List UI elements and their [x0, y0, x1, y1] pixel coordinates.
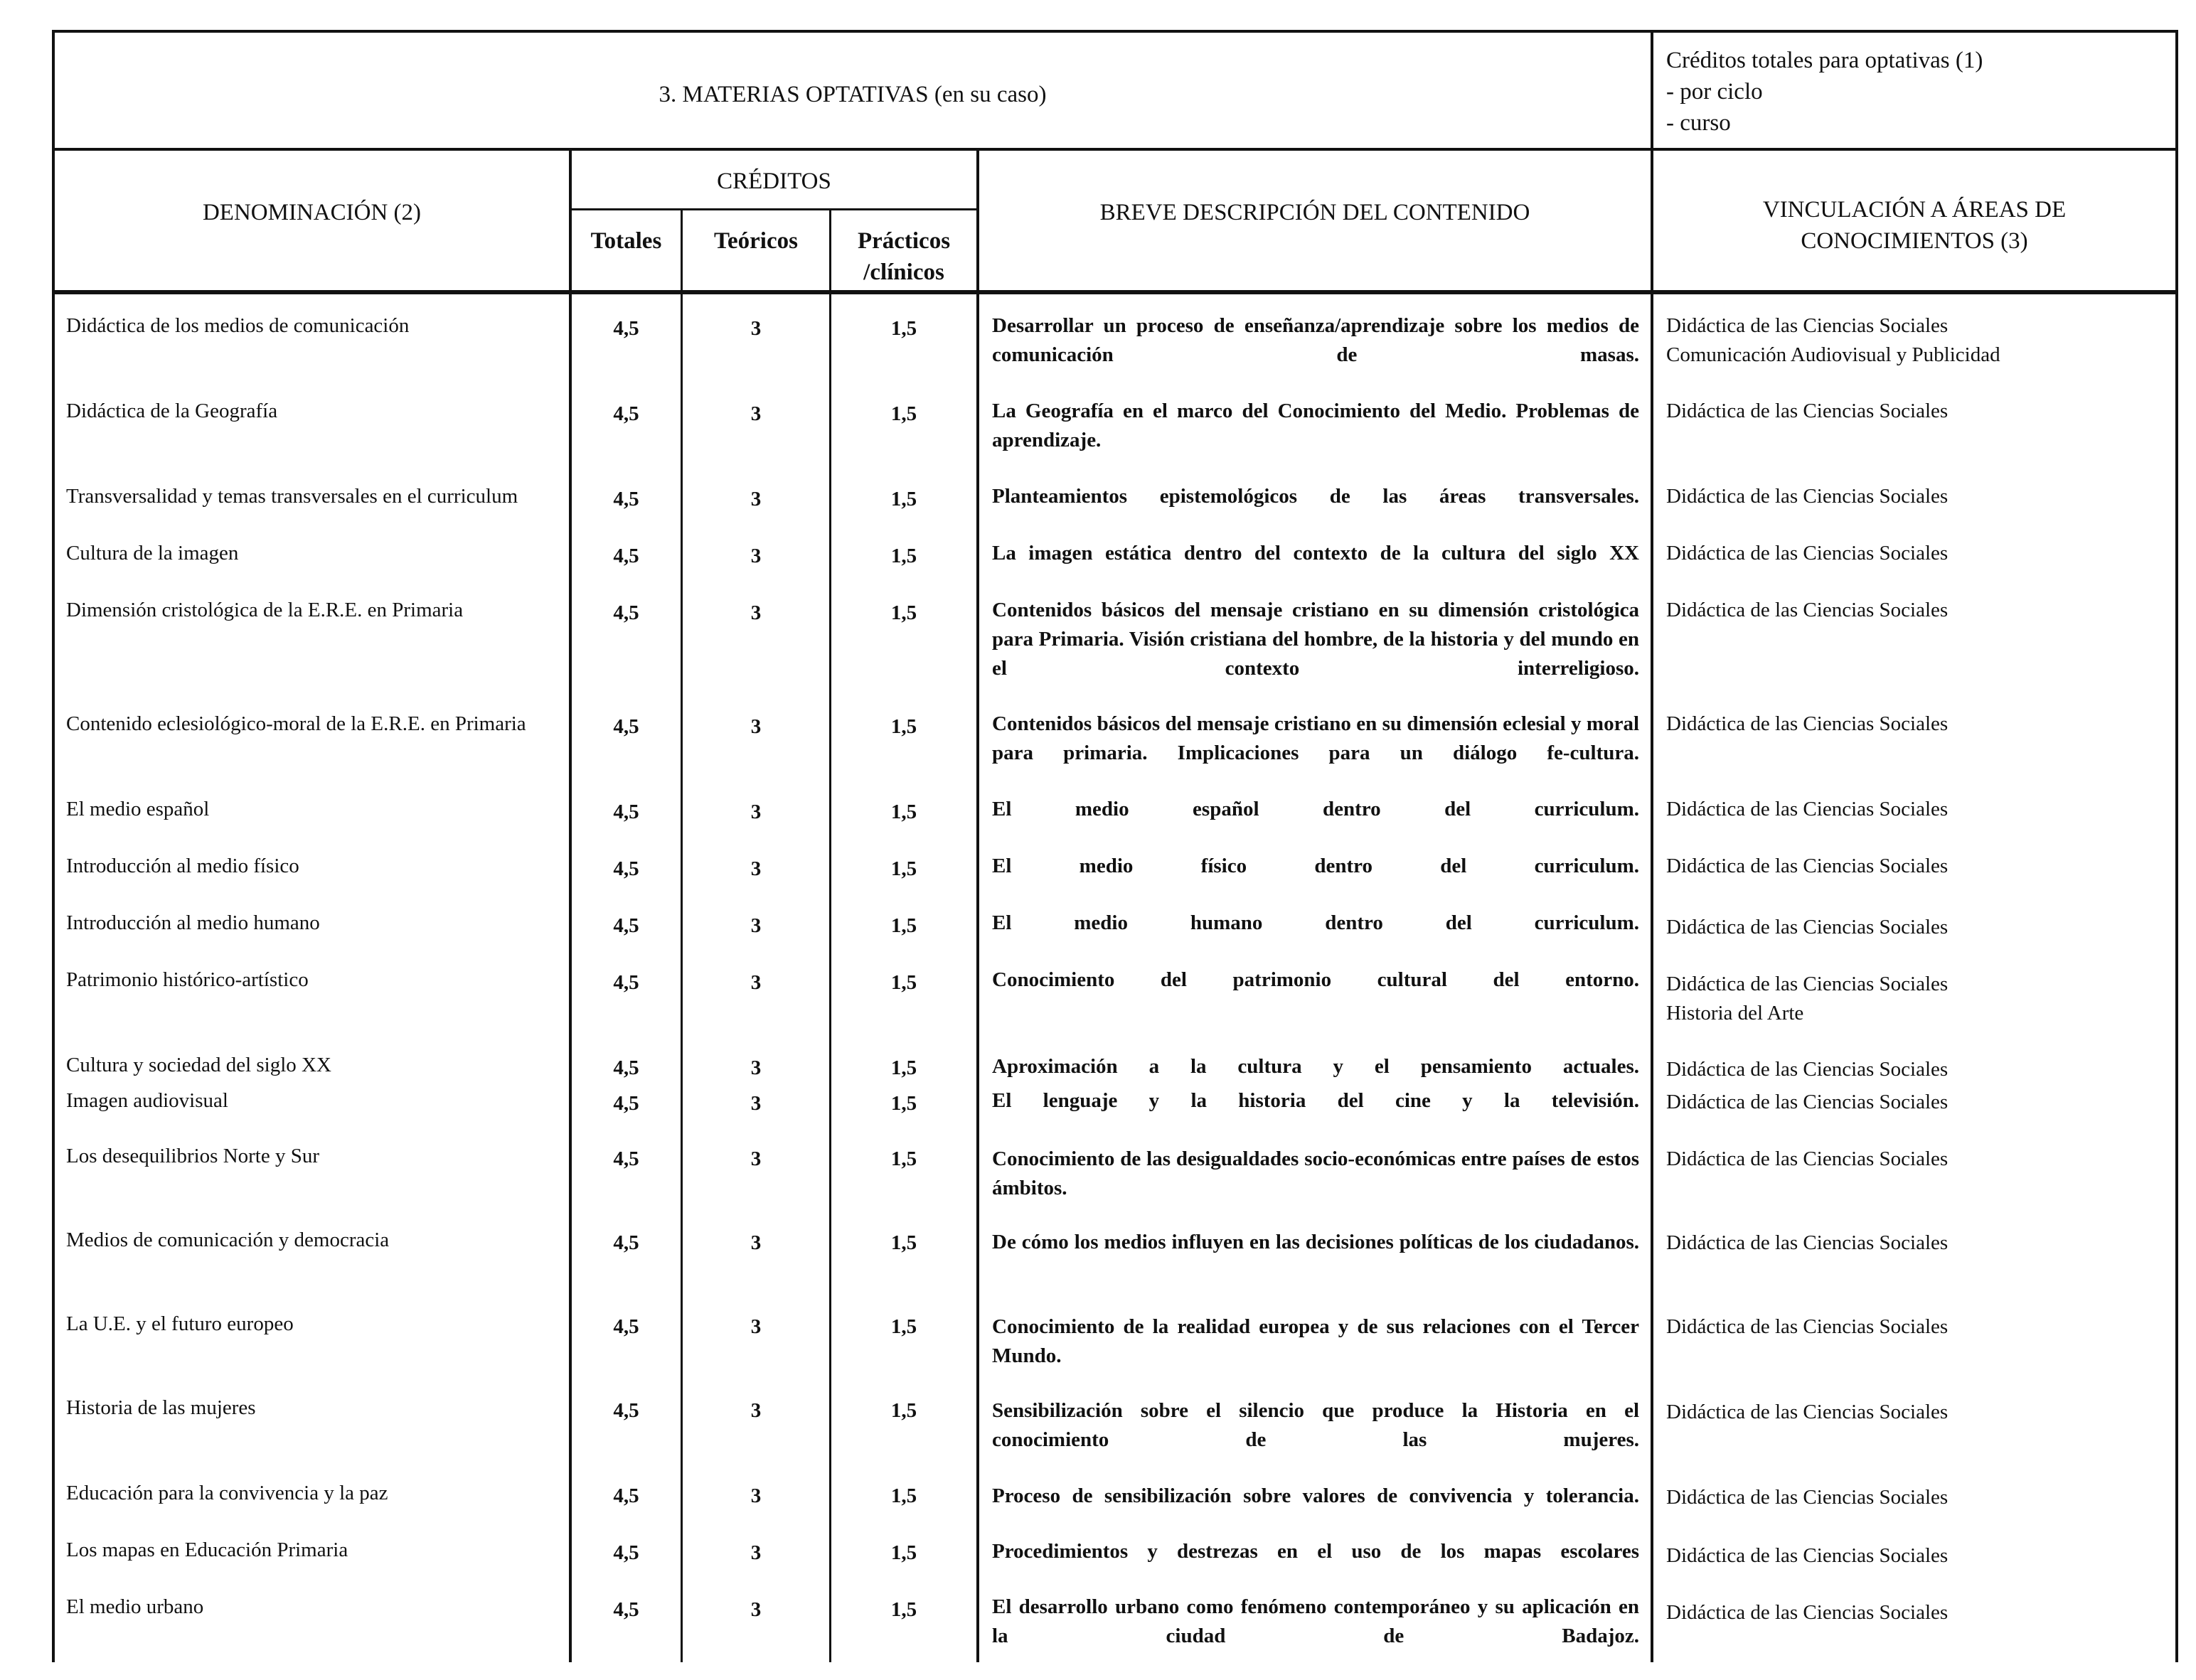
row-5-totales: 4,5 — [613, 601, 639, 624]
row-6-area: Didáctica de las Ciencias Sociales — [1666, 712, 1949, 735]
row-13-descripcion: Conocimiento de las desigualdades socio-económicas entre países de estos ámbitos. — [992, 1147, 1639, 1199]
row-11-area: Didáctica de las Ciencias Sociales — [1666, 1058, 1949, 1081]
col-divider-denominacion — [569, 148, 572, 1662]
row-6-practicos: 1,5 — [890, 715, 917, 738]
row-8-practicos: 1,5 — [890, 857, 917, 880]
row-19-descripcion: El desarrollo urbano como fenómeno contemporáneo y su aplicación en la ciudad de Badajoz. — [992, 1595, 1639, 1647]
header-denominacion: DENOMINACIÓN (2) — [202, 200, 422, 225]
row-19-teoricos: 3 — [750, 1598, 762, 1621]
table-right-border — [2175, 30, 2178, 1662]
row-8-teoricos: 3 — [750, 857, 762, 880]
column-header-bottom-border — [52, 290, 2178, 294]
row-5-descripcion: Contenidos básicos del mensaje cristiano en su dimensión cristológica para Primaria. Visión cristiana del hombre, de la historia y del mundo en el contexto interreligioso. — [992, 599, 1639, 680]
row-10-area: Didáctica de las Ciencias Sociales — [1666, 973, 1949, 995]
row-11-descripcion: Aproximación a la cultura y el pensamiento actuales. — [992, 1055, 1639, 1078]
row-17-denominacion: Educación para la convivencia y la paz — [66, 1482, 388, 1504]
row-19-denominacion: El medio urbano — [66, 1595, 204, 1618]
row-17-descripcion: Proceso de sensibilización sobre valores de convivencia y tolerancia. — [992, 1484, 1639, 1507]
row-10-teoricos: 3 — [750, 971, 762, 994]
row-11-denominacion: Cultura y sociedad del siglo XX — [66, 1054, 331, 1076]
row-19-area: Didáctica de las Ciencias Sociales — [1666, 1601, 1949, 1624]
row-2-teoricos: 3 — [750, 402, 762, 425]
row-10-denominacion: Patrimonio histórico-artístico — [66, 968, 309, 991]
row-3-descripcion: Planteamientos epistemológicos de las áreas transversales. — [992, 485, 1639, 508]
row-12-denominacion: Imagen audiovisual — [66, 1089, 228, 1112]
row-6-teoricos: 3 — [750, 715, 762, 738]
row-4-area: Didáctica de las Ciencias Sociales — [1666, 542, 1949, 565]
row-15-totales: 4,5 — [613, 1315, 639, 1338]
row-18-denominacion: Los mapas en Educación Primaria — [66, 1539, 348, 1561]
row-16-teoricos: 3 — [750, 1399, 762, 1422]
row-16-denominacion: Historia de las mujeres — [66, 1396, 256, 1419]
creditos-totales-curso: - curso — [1666, 110, 1731, 136]
row-6-descripcion: Contenidos básicos del mensaje cristiano en su dimensión eclesial y moral para primaria. Implicaciones para un diálogo fe-cultura. — [992, 712, 1639, 764]
section-title: 3. MATERIAS OPTATIVAS (en su caso) — [659, 82, 1047, 107]
row-11-teoricos: 3 — [750, 1056, 762, 1079]
header-teoricos: Teóricos — [714, 228, 798, 254]
row-1-area: Didáctica de las Ciencias Sociales — [1666, 314, 1949, 337]
row-3-area: Didáctica de las Ciencias Sociales — [1666, 485, 1949, 508]
row-12-totales: 4,5 — [613, 1092, 639, 1115]
creditos-totales-ciclo: - por ciclo — [1666, 79, 1763, 105]
row-7-teoricos: 3 — [750, 801, 762, 823]
row-17-totales: 4,5 — [613, 1484, 639, 1507]
row-14-descripcion: De cómo los medios influyen en las decisiones políticas de los ciudadanos. — [992, 1231, 1639, 1253]
row-7-denominacion: El medio español — [66, 798, 210, 820]
row-7-descripcion: El medio español dentro del curriculum. — [992, 798, 1639, 820]
header-divider — [52, 148, 2178, 151]
row-16-area: Didáctica de las Ciencias Sociales — [1666, 1401, 1949, 1423]
row-19-totales: 4,5 — [613, 1598, 639, 1621]
row-7-practicos: 1,5 — [890, 801, 917, 823]
header-clinicos: /clínicos — [863, 260, 944, 285]
row-1-teoricos: 3 — [750, 317, 762, 340]
row-4-descripcion: La imagen estática dentro del contexto de la cultura del siglo XX — [992, 542, 1639, 565]
row-11-totales: 4,5 — [613, 1056, 639, 1079]
row-17-teoricos: 3 — [750, 1484, 762, 1507]
row-2-practicos: 1,5 — [890, 402, 917, 425]
header-vinculacion-line2: CONOCIMIENTOS (3) — [1801, 228, 2028, 254]
row-18-area: Didáctica de las Ciencias Sociales — [1666, 1544, 1949, 1567]
header-vinculacion-line1: VINCULACIÓN A ÁREAS DE — [1762, 197, 2067, 223]
row-5-teoricos: 3 — [750, 601, 762, 624]
row-12-descripcion: El lenguaje y la historia del cine y la televisión. — [992, 1089, 1639, 1112]
header-creditos: CRÉDITOS — [717, 168, 831, 194]
row-12-area: Didáctica de las Ciencias Sociales — [1666, 1091, 1949, 1113]
row-16-practicos: 1,5 — [890, 1399, 917, 1422]
creditos-totales-title: Créditos totales para optativas (1) — [1666, 48, 1983, 73]
row-18-practicos: 1,5 — [890, 1541, 917, 1564]
row-13-practicos: 1,5 — [890, 1147, 917, 1170]
row-5-practicos: 1,5 — [890, 601, 917, 624]
header-descripcion: BREVE DESCRIPCIÓN DEL CONTENIDO — [1099, 200, 1530, 225]
col-divider-creditos — [976, 148, 979, 1662]
row-15-denominacion: La U.E. y el futuro europeo — [66, 1312, 294, 1335]
row-15-area: Didáctica de las Ciencias Sociales — [1666, 1315, 1949, 1338]
row-3-teoricos: 3 — [750, 488, 762, 510]
row-2-denominacion: Didáctica de la Geografía — [66, 400, 278, 422]
row-17-practicos: 1,5 — [890, 1484, 917, 1507]
row-1-area-2: Comunicación Audiovisual y Publicidad — [1666, 343, 2000, 366]
row-12-teoricos: 3 — [750, 1092, 762, 1115]
row-2-area: Didáctica de las Ciencias Sociales — [1666, 400, 1949, 422]
row-5-denominacion: Dimensión cristológica de la E.R.E. en Primaria — [66, 599, 464, 621]
row-14-denominacion: Medios de comunicación y democracia — [66, 1229, 390, 1251]
row-3-practicos: 1,5 — [890, 488, 917, 510]
row-7-totales: 4,5 — [613, 801, 639, 823]
row-14-teoricos: 3 — [750, 1231, 762, 1254]
row-9-totales: 4,5 — [613, 914, 639, 937]
header-totales: Totales — [590, 228, 662, 254]
row-18-teoricos: 3 — [750, 1541, 762, 1564]
row-14-totales: 4,5 — [613, 1231, 639, 1254]
row-4-denominacion: Cultura de la imagen — [66, 542, 239, 565]
row-9-descripcion: El medio humano dentro del curriculum. — [992, 911, 1639, 934]
row-16-descripcion: Sensibilización sobre el silencio que produce la Historia en el conocimiento de las mujeres. — [992, 1399, 1639, 1451]
row-18-totales: 4,5 — [613, 1541, 639, 1564]
row-4-practicos: 1,5 — [890, 545, 917, 567]
row-8-totales: 4,5 — [613, 857, 639, 880]
row-14-area: Didáctica de las Ciencias Sociales — [1666, 1231, 1949, 1254]
row-2-totales: 4,5 — [613, 402, 639, 425]
row-13-teoricos: 3 — [750, 1147, 762, 1170]
row-16-totales: 4,5 — [613, 1399, 639, 1422]
row-18-descripcion: Procedimientos y destrezas en el uso de los mapas escolares — [992, 1540, 1639, 1563]
row-9-denominacion: Introducción al medio humano — [66, 911, 320, 934]
row-8-area: Didáctica de las Ciencias Sociales — [1666, 855, 1949, 877]
row-12-practicos: 1,5 — [890, 1092, 917, 1115]
row-4-teoricos: 3 — [750, 545, 762, 567]
row-13-denominacion: Los desequilibrios Norte y Sur — [66, 1145, 320, 1167]
row-10-totales: 4,5 — [613, 971, 639, 994]
table-top-border — [52, 30, 2178, 33]
table-left-border — [52, 30, 55, 1662]
row-11-practicos: 1,5 — [890, 1056, 917, 1079]
row-1-practicos: 1,5 — [890, 317, 917, 340]
row-8-denominacion: Introducción al medio físico — [66, 855, 299, 877]
row-1-descripcion: Desarrollar un proceso de enseñanza/aprendizaje sobre los medios de comunicación de masas. — [992, 314, 1639, 366]
row-7-area: Didáctica de las Ciencias Sociales — [1666, 798, 1949, 820]
row-15-practicos: 1,5 — [890, 1315, 917, 1338]
row-6-denominacion: Contenido eclesiológico-moral de la E.R.E. en Primaria — [66, 712, 526, 735]
row-5-area: Didáctica de las Ciencias Sociales — [1666, 599, 1949, 621]
row-19-practicos: 1,5 — [890, 1598, 917, 1621]
row-10-area-2: Historia del Arte — [1666, 1002, 1804, 1024]
row-6-totales: 4,5 — [613, 715, 639, 738]
header-practicos: Prácticos — [857, 228, 951, 254]
row-10-descripcion: Conocimiento del patrimonio cultural del entorno. — [992, 968, 1639, 991]
row-17-area: Didáctica de las Ciencias Sociales — [1666, 1486, 1949, 1509]
row-15-teoricos: 3 — [750, 1315, 762, 1338]
row-9-teoricos: 3 — [750, 914, 762, 937]
row-1-totales: 4,5 — [613, 317, 639, 340]
row-14-practicos: 1,5 — [890, 1231, 917, 1254]
row-4-totales: 4,5 — [613, 545, 639, 567]
row-8-descripcion: El medio físico dentro del curriculum. — [992, 855, 1639, 877]
row-15-descripcion: Conocimiento de la realidad europea y de sus relaciones con el Tercer Mundo. — [992, 1315, 1639, 1367]
row-13-area: Didáctica de las Ciencias Sociales — [1666, 1147, 1949, 1170]
row-3-totales: 4,5 — [613, 488, 639, 510]
row-13-totales: 4,5 — [613, 1147, 639, 1170]
row-9-area: Didáctica de las Ciencias Sociales — [1666, 916, 1949, 938]
row-3-denominacion: Transversalidad y temas transversales en el curriculum — [66, 485, 518, 508]
row-1-denominacion: Didáctica de los medios de comunicación — [66, 314, 410, 337]
row-9-practicos: 1,5 — [890, 914, 917, 937]
col-divider-descripcion — [1651, 30, 1653, 1662]
creditos-divider — [569, 208, 978, 210]
row-10-practicos: 1,5 — [890, 971, 917, 994]
row-2-descripcion: La Geografía en el marco del Conocimiento del Medio. Problemas de aprendizaje. — [992, 400, 1639, 451]
